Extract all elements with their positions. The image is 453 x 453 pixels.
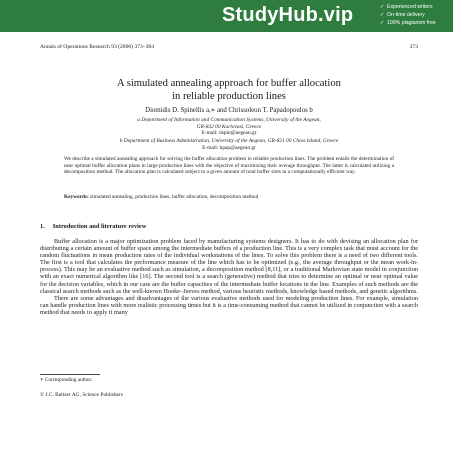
author-list: Diomidis D. Spinellis a,∗ and Chrissoleon T. Papadopoulos b bbox=[145, 107, 313, 114]
feature-label: 100% plagiarism free bbox=[387, 20, 436, 27]
affiliation-line: a Department of Information and Communication Systems, University of the Aegean, bbox=[137, 117, 321, 123]
check-icon: ✓ bbox=[380, 4, 385, 10]
promo-banner[interactable] bbox=[0, 0, 453, 32]
title-line: A simulated annealing approach for buffer allocation bbox=[117, 78, 341, 89]
affiliation-a bbox=[40, 117, 418, 137]
paragraph: Buffer allocation is a major optimization problem faced by manufacturing systems designers. It has to do with devising an allocation plan for distributing a certain amount of buffer space among the intermediate buffers of a production line. This is a very complex task that must account for the random fluctuations in mean production rates of the individual workstations of the lines. To solve this problem there is a need of two different tools. The first is a tool that calculates the performance measure of the line which has to be optimized (e.g., the average throughput or the mean work-in-process). This may be an evaluative method such as simulation, a decomposition method [8,11], or a traditional Markovian state model in conjunction with an exact numerical algorithm like [16]. The second tool is a search (generative) method that tries to determine an optimal or near optimal value for the decision variables, which in our case are the buffer capacities of the intermediate buffer locations in the line. Examples of such methods are the classical search methods such as the well-known Hooke–Jeeves method, various heuristic methods, knowledge based methods, and genetic algorithms. bbox=[40, 238, 418, 295]
journal-citation: Annals of Operations Research 93 (2000) 373–384 bbox=[40, 44, 155, 50]
page-number: 373 bbox=[409, 44, 418, 50]
section-number: 1. bbox=[40, 223, 45, 230]
keywords bbox=[64, 194, 394, 200]
abstract: We describe a simulated annealing approach for solving the buffer allocation problem in reliable production lines. The problem entails the determination of near optimal buffer allocation plans in large production lines with the objective of maximizing their average throughput. The latter is calculated utilizing a decomposition method. The allocation plan is calculated subject to a given amount of total buffer slots in a computationally efficient way. bbox=[64, 156, 394, 176]
section-title: Introduction and literature review bbox=[52, 223, 147, 230]
feature-label: Experienced writers bbox=[387, 4, 433, 10]
footnote-divider bbox=[40, 374, 100, 375]
feature-item bbox=[380, 19, 452, 27]
footnote: ∗ Corresponding author. bbox=[40, 377, 93, 383]
check-icon: ✓ bbox=[380, 20, 385, 27]
check-icon: ✓ bbox=[380, 12, 385, 19]
brand-logo[interactable]: StudyHub.vip bbox=[222, 4, 354, 26]
keywords-text: simulated annealing, production lines, buffer allocation, decomposition method bbox=[90, 194, 259, 200]
feature-list bbox=[380, 3, 452, 28]
paper-title bbox=[40, 78, 418, 103]
body-text bbox=[40, 238, 418, 316]
author-email: E-mail: hpap@aegean.gr bbox=[202, 144, 256, 151]
feature-item bbox=[380, 11, 452, 19]
running-header bbox=[40, 44, 418, 50]
section-heading bbox=[40, 223, 418, 230]
feature-label: On-time delivery bbox=[387, 12, 425, 19]
keywords-label: Keywords: bbox=[64, 194, 89, 200]
feature-item bbox=[380, 3, 452, 11]
affiliation-b bbox=[40, 138, 418, 151]
affiliation-line: GR-832 00 Karlovasi, Greece bbox=[196, 123, 262, 130]
paragraph: There are some advantages and disadvantages of the various evaluative methods used for modeling production lines. For example, simulation can handle production lines with more realistic processing times but it is a time-consuming method that cannot be utilized in conjunction with a search method that needs to apply it many bbox=[40, 294, 418, 316]
copyright-notice: © J.C. Baltzer AG, Science Publishers bbox=[40, 392, 123, 398]
affiliation-line: b Department of Business Administration, University of the Aegean, GR-821 00 Chios Island, Greece bbox=[119, 138, 339, 144]
title-line: in reliable production lines bbox=[172, 90, 286, 102]
author-email: E-mail: dspin@aegean.gr bbox=[201, 130, 257, 137]
